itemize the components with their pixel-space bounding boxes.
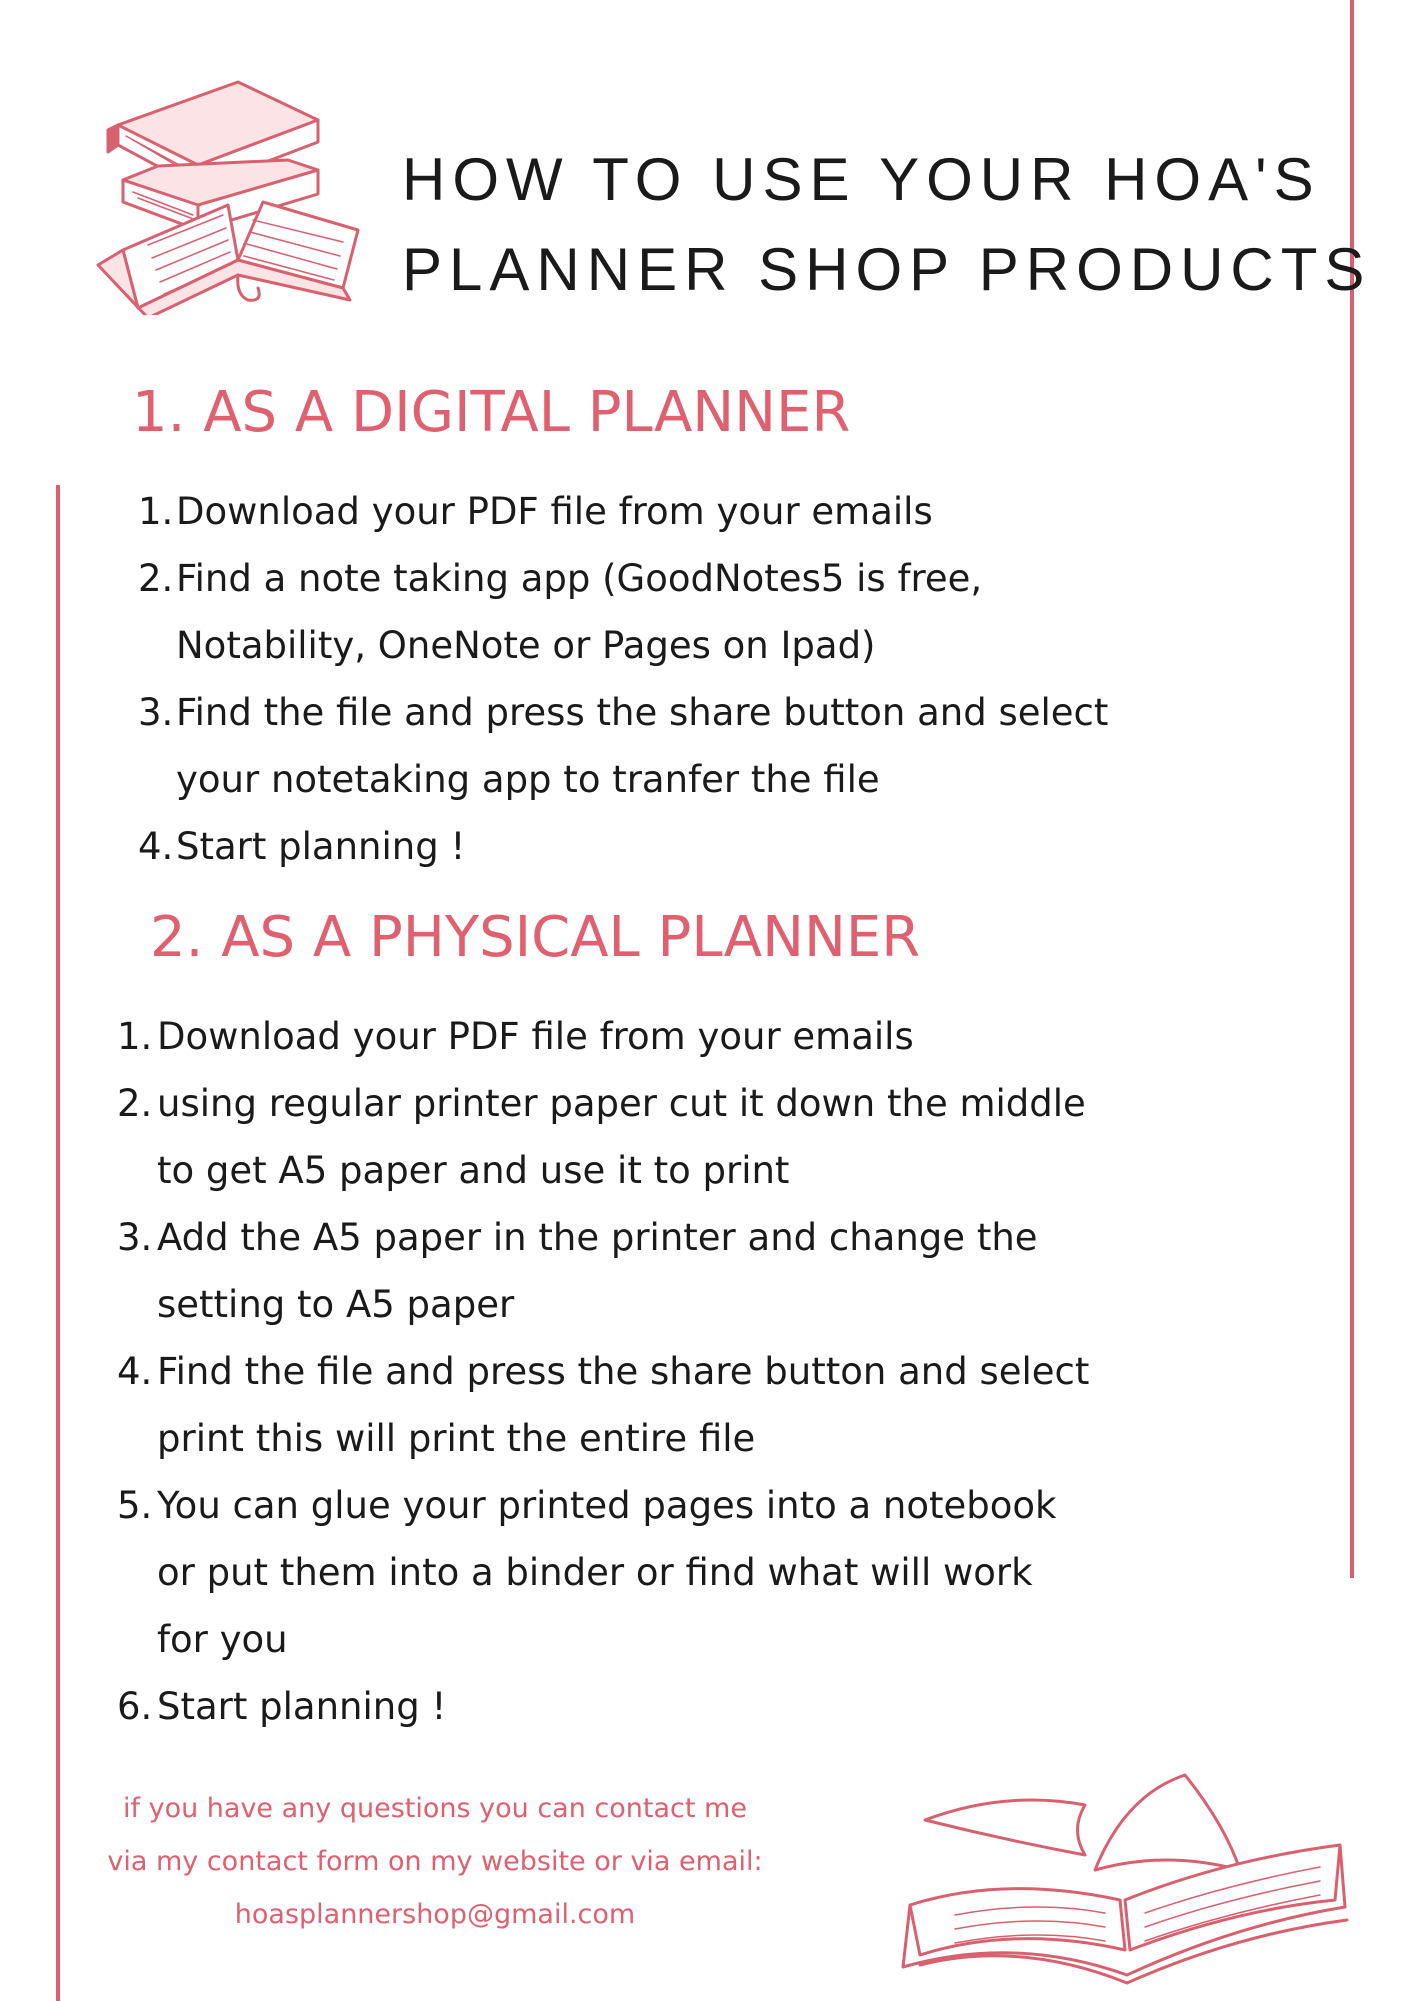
step-number: 3.	[138, 691, 174, 734]
step-text: Notability, OneNote or Pages on Ipad)	[176, 624, 876, 667]
open-book-icon	[895, 1735, 1355, 1985]
step-text: to get A5 paper and use it to print	[157, 1149, 790, 1192]
title-line-2: PLANNER SHOP PRODUCTS	[402, 236, 1372, 303]
step-number: 4.	[117, 1350, 153, 1393]
physical-step-6	[117, 1673, 1089, 1740]
step-text: setting to A5 paper	[157, 1283, 515, 1326]
step-text: Start planning !	[157, 1685, 447, 1728]
step-text: or put them into a binder or find what will work	[157, 1551, 1033, 1594]
contact-email[interactable]: hoasplannershop@gmail.com	[234, 1899, 636, 1930]
step-text: your notetaking app to tranfer the file	[176, 758, 880, 801]
step-text: Add the A5 paper in the printer and change the	[157, 1216, 1038, 1259]
title-line-1: HOW TO USE YOUR HOA'S	[402, 146, 1321, 213]
digital-step-1	[138, 478, 1108, 545]
contact-line-2: via my contact form on my website or via email:	[107, 1846, 763, 1877]
page-title	[402, 135, 1371, 315]
step-text: Find a note taking app (GoodNotes5 is free,	[176, 557, 983, 600]
step-number: 2.	[117, 1082, 153, 1125]
physical-step-2	[117, 1070, 1089, 1204]
stacked-books-icon	[88, 70, 388, 315]
left-divider-line	[56, 485, 60, 2001]
step-text: Find the file and press the share button and select	[157, 1350, 1090, 1393]
contact-line-1: if you have any questions you can contact me	[123, 1793, 747, 1824]
physical-planner-heading: 2. AS A PHYSICAL PLANNER	[150, 905, 921, 970]
step-number: 1.	[138, 490, 174, 533]
physical-steps-list	[117, 1003, 1090, 1740]
step-number: 4.	[138, 825, 174, 868]
step-text: You can glue your printed pages into a notebook	[157, 1484, 1057, 1527]
step-number: 6.	[117, 1685, 153, 1728]
physical-step-3	[117, 1204, 1089, 1338]
digital-steps-list	[138, 478, 1109, 880]
step-text: using regular printer paper cut it down the middle	[157, 1082, 1086, 1125]
contact-note	[90, 1782, 780, 1941]
physical-step-4	[117, 1338, 1090, 1472]
step-text: Find the file and press the share button and select	[176, 691, 1109, 734]
digital-step-4	[138, 813, 1108, 880]
digital-step-2	[138, 545, 1108, 679]
digital-step-3	[138, 679, 1109, 813]
step-number: 5.	[117, 1484, 153, 1527]
step-text: Download your PDF file from your emails	[157, 1015, 914, 1058]
step-number: 3.	[117, 1216, 153, 1259]
step-number: 1.	[117, 1015, 153, 1058]
step-text: for you	[157, 1618, 288, 1661]
physical-step-1	[117, 1003, 1089, 1070]
step-text: print this will print the entire file	[157, 1417, 756, 1460]
step-text: Start planning !	[176, 825, 466, 868]
digital-planner-heading: 1. AS A DIGITAL PLANNER	[132, 380, 851, 445]
step-number: 2.	[138, 557, 174, 600]
step-text: Download your PDF file from your emails	[176, 490, 933, 533]
physical-step-5	[117, 1472, 1089, 1673]
